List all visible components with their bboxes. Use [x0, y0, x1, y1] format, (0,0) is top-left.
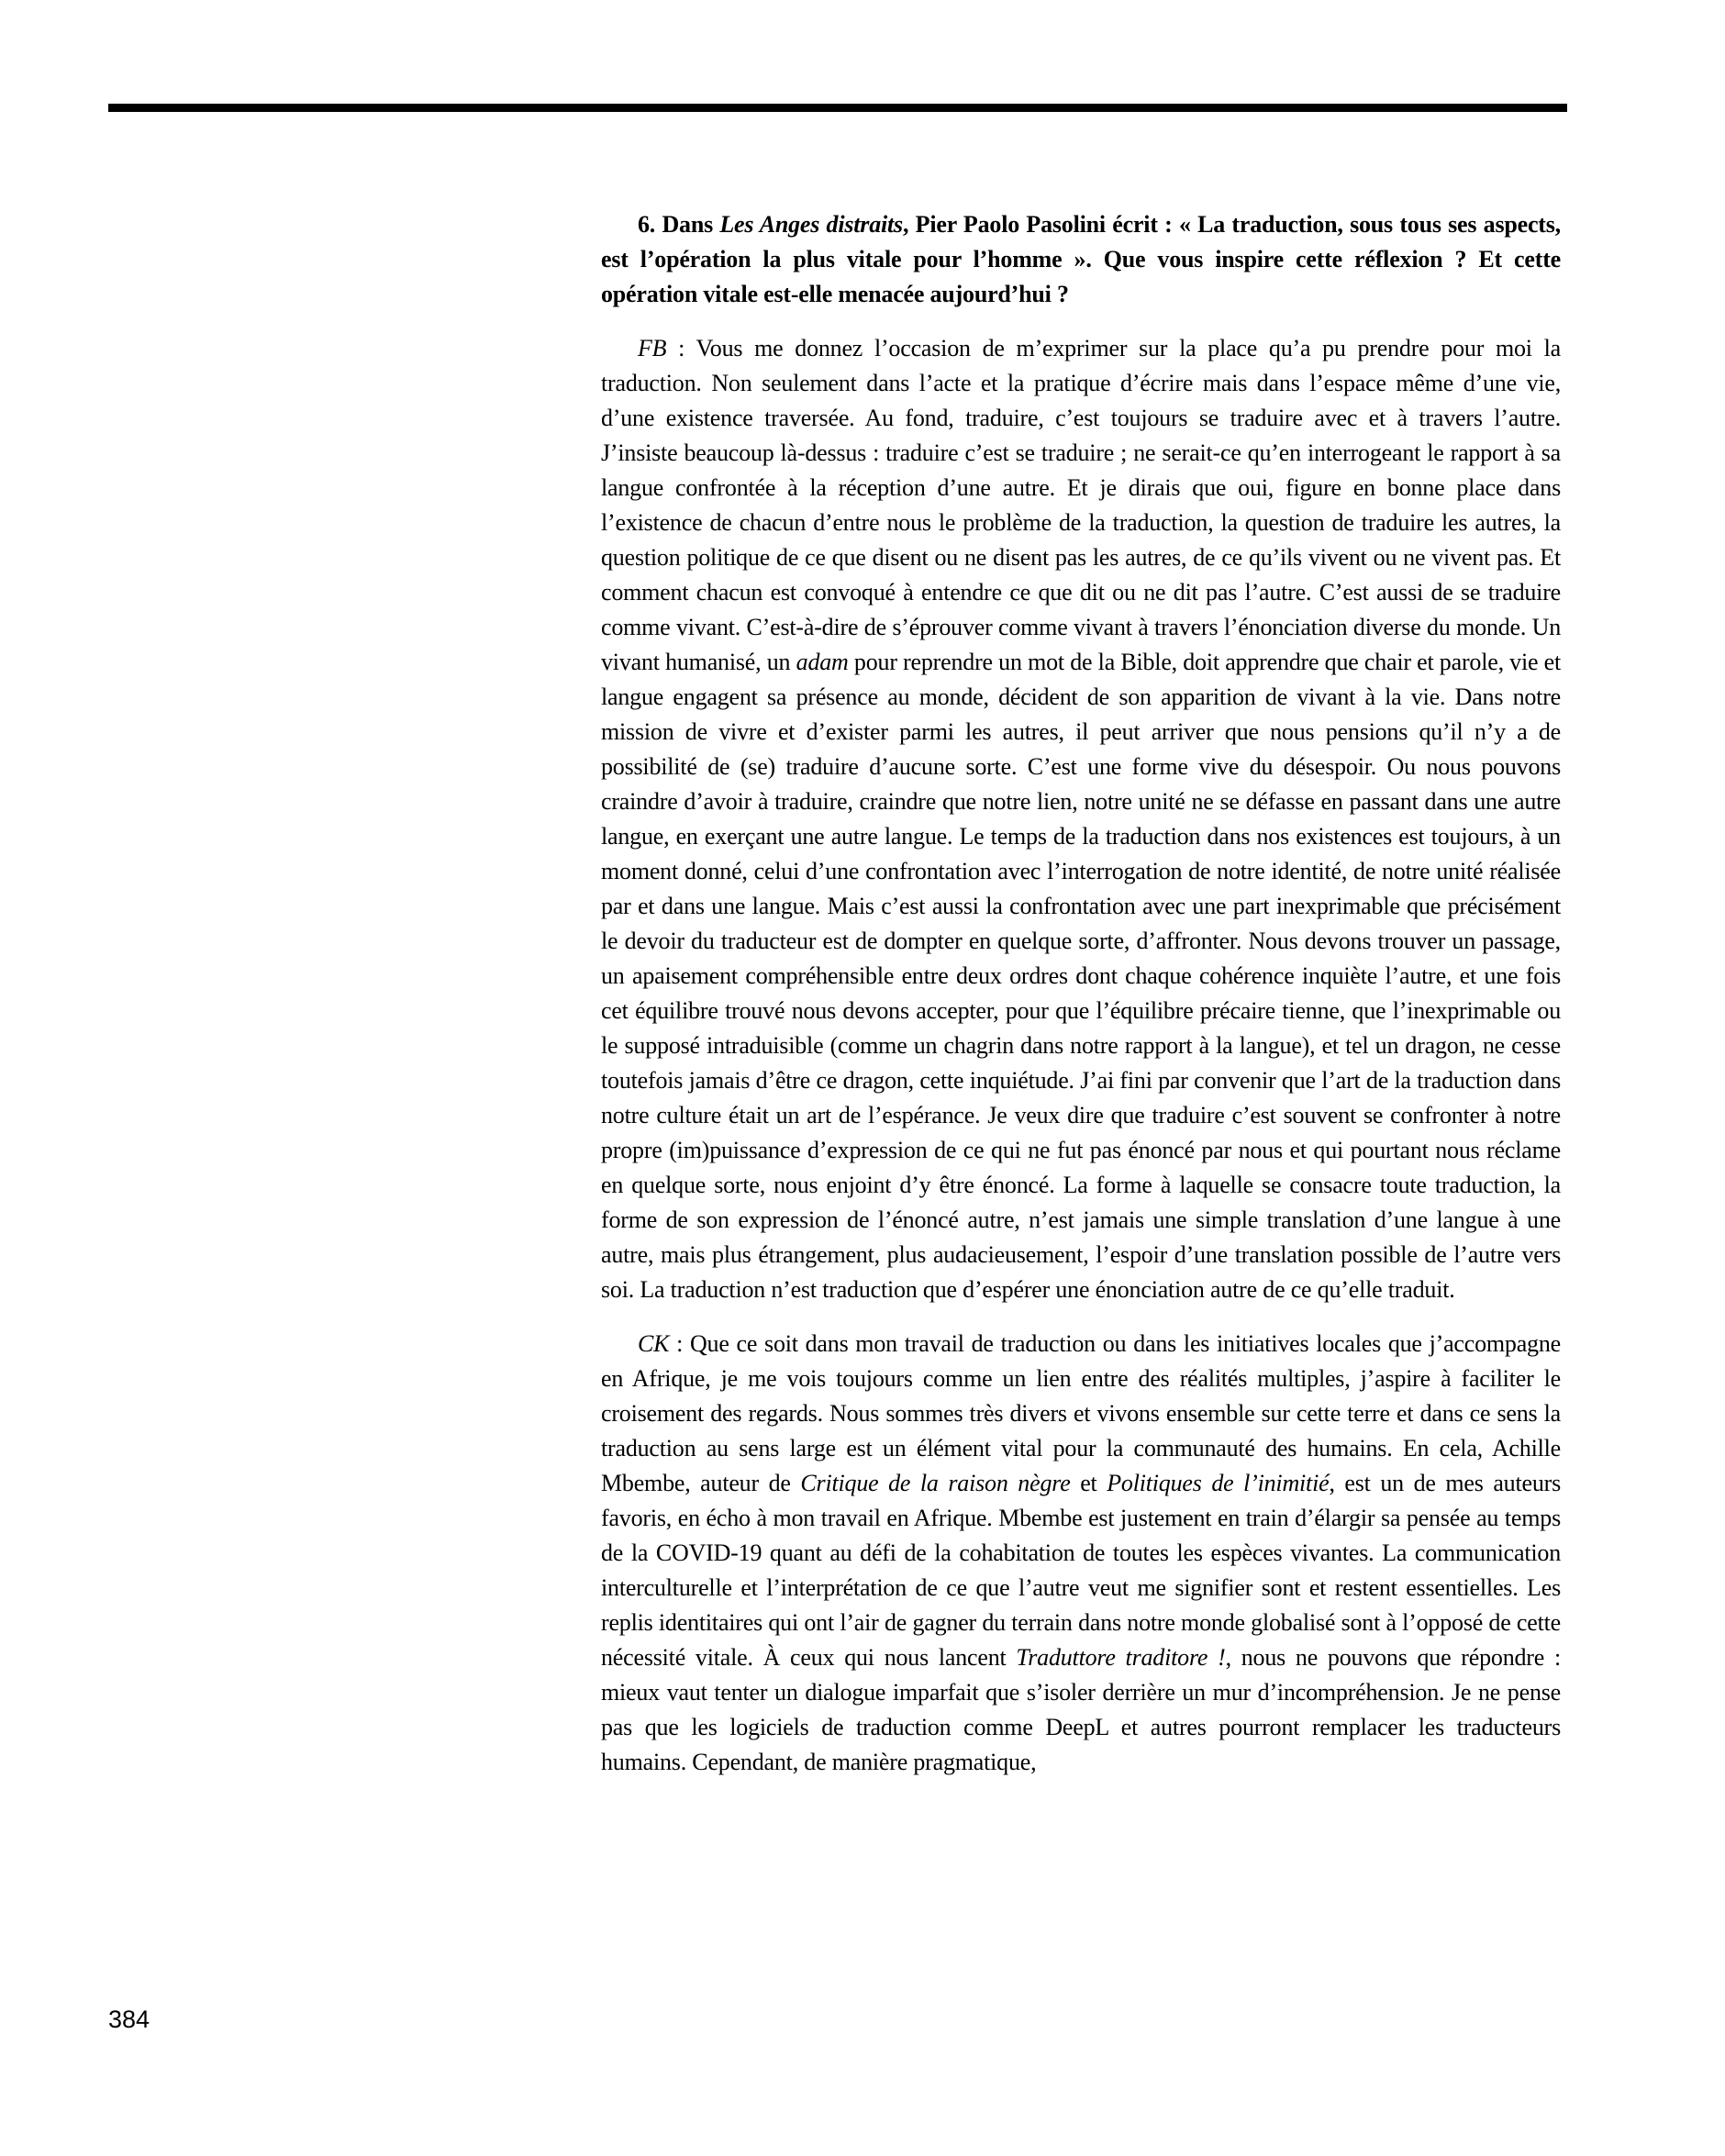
page-number: 384	[108, 2006, 150, 2033]
text-segment: : Que ce soit dans mon travail de traduction ou dans les initiatives locales que j’accompagne en Afrique, je me vois toujours comme un lien entre des réalités multiples, j’aspire à faciliter le croisement des regards. Nous sommes très divers et vivons ensemble sur cette terre et dans ce sens la traduction au sens large est un élément vital pour la communauté des humains. En cela, Achille Mbembe, auteur de	[601, 1330, 1561, 1496]
text-column	[601, 207, 1561, 1799]
italic-text-segment: Critique de la raison nègre	[800, 1470, 1071, 1496]
answer-paragraph-fb	[601, 331, 1561, 1307]
italic-text-segment: adam	[796, 649, 849, 675]
text-segment: 6. Dans	[638, 211, 720, 238]
text-segment: : Vous me donnez l’occasion de m’exprimer sur la place qu’a pu prendre pour moi la traduction. Non seulement dans l’acte et la pratique d’écrire mais dans l’espace même d’une vie, d’une existence traversée. Au fond, traduire, c’est toujours se traduire avec et à travers l’autre. J’insiste beaucoup là-dessus : traduire c’est se traduire ; ne serait-ce qu’en interrogeant le rapport à sa langue confrontée à la réception d’une autre. Et je dirais que oui, figure en bonne place dans l’existence de chacun d’entre nous le problème de la traduction, la question de traduire les autres, la question politique de ce que disent ou ne disent pas les autres, de ce qu’ils vivent ou ne vivent pas. Et comment chacun est convoqué à entendre ce que dit ou ne dit pas l’autre. C’est aussi de se traduire comme vivant. C’est-à-dire de s’éprouver comme vivant à travers l’énonciation diverse du monde. Un vivant humanisé, un	[601, 335, 1561, 675]
italic-text-segment: FB	[638, 335, 667, 361]
italic-text-segment: CK	[638, 1330, 670, 1357]
italic-text-segment: Politiques de l’inimitié	[1107, 1470, 1330, 1496]
answer-paragraph-ck	[601, 1327, 1561, 1780]
italic-text-segment: Les Anges distraits	[719, 211, 903, 238]
italic-text-segment: Traduttore traditore !	[1016, 1644, 1226, 1671]
text-segment: , est un de mes auteurs favoris, en écho à mon travail en Afrique. Mbembe est justement en train d’élargir sa pensée au temps de la COVID-19 quant au défi de la cohabitation de toutes les espèces vivantes. La communication interculturelle et l’interprétation de ce que l’autre veut me signifier sont et restent essentielles. Les replis identitaires qui ont l’air de gagner du terrain dans notre monde globalisé sont à l’opposé de cette nécessité vitale. À ceux qui nous lancent	[601, 1470, 1561, 1671]
top-rule-divider	[108, 104, 1567, 112]
text-segment: pour reprendre un mot de la Bible, doit apprendre que chair et parole, vie et langue engagent sa présence au monde, décident de son apparition de vivant à la vie. Dans notre mission de vivre et d’exister parmi les autres, il peut arriver que nous pensions qu’il n’y a de possibilité de (se) traduire d’aucune sorte. C’est une forme vive du désespoir. Ou nous pouvons craindre d’avoir à traduire, craindre que notre lien, notre unité ne se défasse en passant dans une autre langue, en exerçant une autre langue. Le temps de la traduction dans nos existences est toujours, à un moment donné, celui d’une confrontation avec l’interrogation de notre identité, de notre unité réalisée par et dans une langue. Mais c’est aussi la confrontation avec une part inexprimable que précisément le devoir du traducteur est de dompter en quelque sorte, d’affronter. Nous devons trouver un passage, un apaisement compréhensible entre deux ordres dont chaque cohérence inquiète l’autre, et une fois cet équilibre trouvé nous devons accepter, pour que l’équilibre précaire tienne, que l’inexprimable ou le supposé intraduisible (comme un chagrin dans notre rapport à la langue), et tel un dragon, ne cesse toutefois jamais d’être ce dragon, cette inquiétude. J’ai fini par convenir que l’art de la traduction dans notre culture était un art de l’espérance. Je veux dire que traduire c’est souvent se confronter à notre propre (im)puissance d’expression de ce qui ne fut pas énoncé par nous et qui pourtant nous réclame en quelque sorte, nous enjoint d’y être énoncé. La forme à laquelle se consacre toute traduction, la forme de son expression de l’énoncé autre, n’est jamais une simple translation d’une langue à une autre, mais plus étrangement, plus audacieusement, l’espoir d’une translation possible de l’autre vers soi. La traduction n’est traduction que d’espérer une énonciation autre de ce qu’elle traduit.	[601, 649, 1561, 1303]
text-segment: , Pier Paolo Pasolini écrit : « La traduction, sous tous ses aspects, est l’opération la plus vitale pour l’homme ». Que vous inspire cette réflexion ? Et cette opération vitale est-elle menacée aujourd’hui ?	[601, 211, 1561, 307]
text-segment: , nous ne pouvons que répondre : mieux vaut tenter un dialogue imparfait que s’isoler derrière un mur d’incompréhension. Je ne pense pas que les logiciels de traduction comme DeepL et autres pourront remplacer les traducteurs humains. Cependant, de manière pragmatique,	[601, 1644, 1561, 1775]
interview-question	[601, 207, 1561, 312]
text-segment: et	[1070, 1470, 1107, 1496]
